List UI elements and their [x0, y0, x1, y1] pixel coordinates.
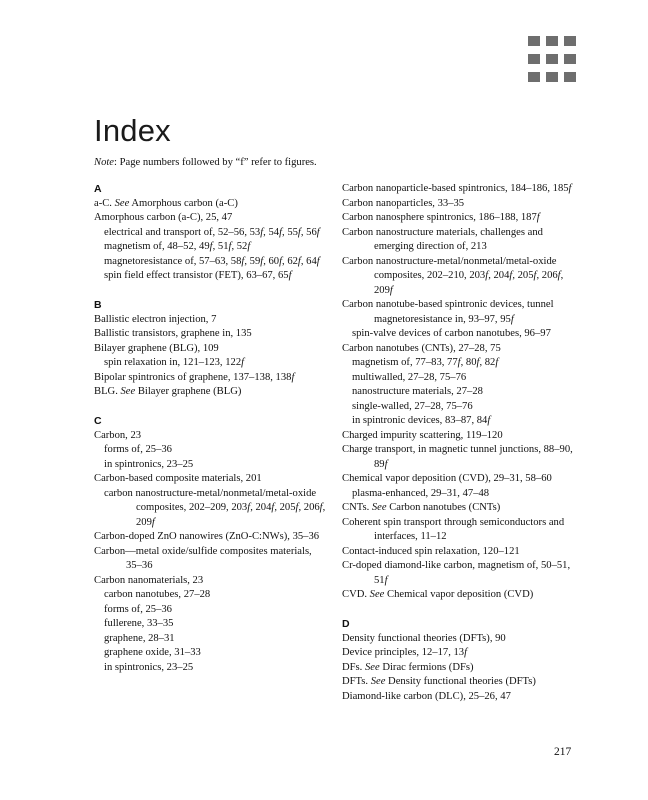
index-entry: Carbon, 23	[94, 429, 142, 441]
index-entry: Charged impurity scattering, 119–120	[342, 429, 503, 441]
index-entry: Carbon nanostructure materials, challenges and emerging direction of, 213	[342, 226, 543, 252]
index-subentry: graphene, 28–31	[104, 632, 175, 644]
index-entry: Carbon nanoparticles, 33–35	[342, 197, 465, 209]
index-entry: Carbon-based composite materials, 201	[94, 473, 262, 484]
index-entry: CNTs. See Carbon nanotubes (CNTs)	[342, 502, 501, 513]
index-entry: Carbon nanostructure-metal/nonmetal/metal-oxide composites, 202–210, 203f, 204f, 205f, 206f, 209f	[342, 255, 564, 296]
index-entry: Carbon-doped ZnO nanowires (ZnO-C:NWs), 35–36	[94, 531, 320, 542]
index-entry: Cr-doped diamond-like carbon, magnetism of, 50–51, 51f	[342, 560, 571, 586]
index-entry: DFs. See Dirac fermions (DFs)	[342, 661, 474, 673]
index-subentry: carbon nanotubes, 27–28	[104, 589, 211, 600]
index-subentry: in spintronics, 23–25	[104, 458, 194, 470]
section-letter: A	[94, 183, 102, 195]
index-entry: Charge transport, in magnetic tunnel junctions, 88–90, 89f	[342, 444, 573, 470]
page-number: 217	[554, 746, 572, 758]
index-entry: Density functional theories (DFTs), 90	[342, 632, 506, 644]
section-spacer	[342, 603, 578, 618]
index-column-left	[94, 182, 330, 675]
index-subentry: spin-valve devices of carbon nanotubes, 96–97	[352, 328, 551, 339]
section-letter: C	[94, 415, 102, 427]
index-entry: Diamond-like carbon (DLC), 25–26, 47	[342, 690, 511, 702]
index-subentry: graphene oxide, 31–33	[104, 647, 201, 658]
index-entry: Bipolar spintronics of graphene, 137–138, 138f	[94, 371, 295, 383]
index-entry: Bilayer graphene (BLG), 109	[94, 342, 219, 354]
index-subentry: multiwalled, 27–28, 75–76	[352, 371, 467, 383]
index-entry: Device principles, 12–17, 13f	[342, 647, 468, 658]
index-subentry: magnetism of, 48–52, 49f, 51f, 52f	[104, 241, 251, 252]
index-subentry: spin relaxation in, 121–123, 122f	[104, 357, 245, 368]
index-entry: DFTs. See Density functional theories (DFTs)	[342, 676, 536, 687]
section-spacer	[94, 284, 330, 299]
grid-icon	[528, 36, 576, 82]
index-subentry: plasma-enhanced, 29–31, 47–48	[352, 487, 490, 499]
index-entry: Carbon nanomaterials, 23	[94, 574, 204, 586]
index-subentry: carbon nanostructure-metal/nonmetal/metal-oxide composites, 202–209, 203f, 204f, 205f, 206f, 209f	[104, 487, 326, 528]
index-entry: CVD. See Chemical vapor deposition (CVD)	[342, 589, 534, 600]
index-subentry: in spintronic devices, 83–87, 84f	[352, 415, 491, 426]
section-letter: D	[342, 618, 350, 630]
index-subentry: spin field effect transistor (FET), 63–67, 65f	[104, 270, 292, 281]
index-entry: Carbon nanosphere spintronics, 186–188, 187f	[342, 212, 540, 223]
index-subentry: fullerene, 33–35	[104, 618, 174, 629]
index-subentry: electrical and transport of, 52–56, 53f, 54f, 55f, 56f	[104, 226, 320, 238]
index-entry: Carbon nanoparticle-based spintronics, 184–186, 185f	[342, 183, 572, 194]
index-entry: Chemical vapor deposition (CVD), 29–31, 58–60	[342, 473, 552, 484]
index-subentry: in spintronics, 23–25	[104, 661, 194, 673]
note-text: : Page numbers followed by “f” refer to figures.	[114, 157, 317, 168]
index-subentry: magnetism of, 77–83, 77f, 80f, 82f	[352, 357, 499, 368]
index-subentry: single-walled, 27–28, 75–76	[352, 400, 473, 412]
index-entry: Ballistic electron injection, 7	[94, 313, 217, 325]
index-entry: Ballistic transistors, graphene in, 135	[94, 328, 252, 339]
section-letter: B	[94, 299, 102, 311]
section-spacer	[94, 400, 330, 415]
index-entry: Carbon nanotube-based spintronic devices, tunnel magnetoresistance in, 93–97, 95f	[342, 299, 554, 325]
index-subentry: forms of, 25–36	[104, 444, 172, 455]
index-column-right	[342, 182, 578, 704]
index-entry: a-C. See Amorphous carbon (a-C)	[94, 197, 238, 209]
index-subentry: nanostructure materials, 27–28	[352, 386, 483, 397]
index-entry: Carbon—metal oxide/sulfide composites materials, 35–36	[94, 545, 312, 571]
index-subentry: forms of, 25–36	[104, 603, 172, 615]
index-entry: Amorphous carbon (a-C), 25, 47	[94, 212, 233, 223]
index-note	[94, 157, 317, 168]
page-title: Index	[94, 112, 171, 148]
index-subentry: magnetoresistance of, 57–63, 58f, 59f, 60f, 62f, 64f	[104, 255, 320, 267]
index-entry: Coherent spin transport through semiconductors and interfaces, 11–12	[342, 516, 565, 542]
index-entry: Contact-induced spin relaxation, 120–121	[342, 545, 520, 557]
note-label: Note	[94, 157, 115, 168]
index-entry: Carbon nanotubes (CNTs), 27–28, 75	[342, 342, 501, 354]
index-entry: BLG. See Bilayer graphene (BLG)	[94, 386, 242, 397]
